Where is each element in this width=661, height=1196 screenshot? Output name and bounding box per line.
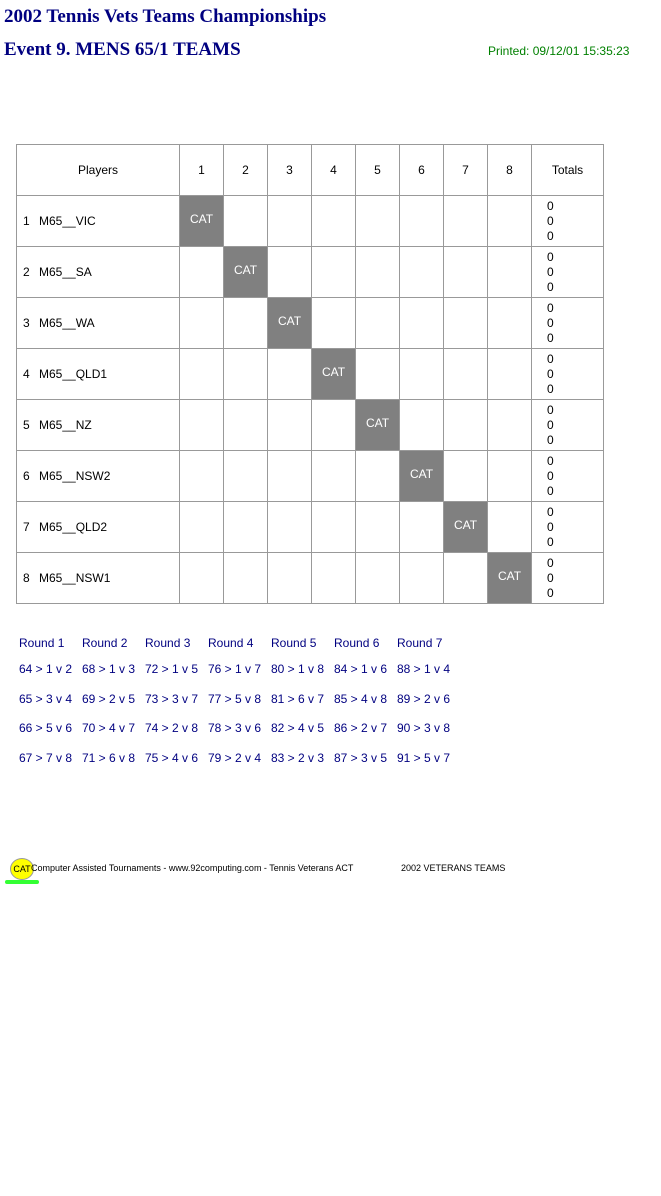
table-row [17, 298, 604, 349]
total-value: 0 [547, 534, 554, 549]
result-cell [356, 349, 400, 400]
result-cell [312, 451, 356, 502]
table-row [17, 502, 604, 553]
round-header: Round 2 [82, 636, 128, 650]
match-entry: 80 > 1 v 8 [271, 662, 325, 676]
table-row [17, 196, 604, 247]
totals-cell [532, 502, 604, 553]
round-robin-table [16, 144, 604, 604]
rounds-row [19, 662, 460, 692]
cat-cell [268, 298, 312, 349]
players-header: Players [17, 145, 180, 196]
totals-cell [532, 349, 604, 400]
column-header-1: 1 [180, 145, 224, 196]
match-entry: 64 > 1 v 2 [19, 662, 73, 676]
match-entry: 71 > 6 v 8 [82, 750, 136, 765]
result-cell [224, 502, 268, 553]
result-cell [312, 553, 356, 604]
cat-label: CAT [409, 467, 434, 481]
result-cell [488, 196, 532, 247]
footer [5, 855, 565, 887]
result-cell [180, 349, 224, 400]
match-entry: 69 > 2 v 5 [82, 691, 136, 706]
player-cell [17, 553, 180, 604]
total-value: 0 [547, 504, 554, 519]
cat-label: CAT [277, 314, 302, 328]
cat-cell [488, 553, 532, 604]
table-row [17, 553, 604, 604]
player-name: M65__NSW2 [39, 469, 111, 483]
logo-underline [5, 880, 39, 884]
match-entry: 73 > 3 v 7 [145, 691, 199, 706]
player-number: 3 [23, 316, 30, 330]
result-cell [312, 196, 356, 247]
player-number: 6 [23, 469, 30, 483]
result-cell [312, 247, 356, 298]
cat-cell [180, 196, 224, 247]
result-cell [268, 502, 312, 553]
match-entry: 68 > 1 v 3 [82, 662, 136, 676]
result-cell [488, 298, 532, 349]
player-number: 7 [23, 520, 30, 534]
cat-cell [356, 400, 400, 451]
cat-cell [400, 451, 444, 502]
round-header: Round 1 [19, 636, 65, 650]
round-header: Round 5 [271, 636, 317, 650]
result-cell [356, 502, 400, 553]
player-cell [17, 400, 180, 451]
match-entry: 84 > 1 v 6 [334, 662, 388, 676]
match-entry: 65 > 3 v 4 [19, 691, 73, 706]
total-value: 0 [547, 279, 554, 294]
player-cell [17, 502, 180, 553]
table-row [17, 349, 604, 400]
result-cell [444, 298, 488, 349]
result-cell [268, 247, 312, 298]
match-entry: 81 > 6 v 7 [271, 691, 325, 706]
cat-label: CAT [321, 365, 346, 379]
result-cell [268, 196, 312, 247]
result-cell [224, 553, 268, 604]
result-cell [268, 400, 312, 451]
totals-cell [532, 298, 604, 349]
total-value: 0 [547, 570, 554, 585]
cat-label: CAT [233, 263, 258, 277]
result-cell [224, 451, 268, 502]
player-name: M65__VIC [39, 214, 96, 228]
totals-cell [532, 400, 604, 451]
total-value: 0 [547, 366, 554, 381]
match-entry: 77 > 5 v 8 [208, 691, 262, 706]
printed-timestamp: Printed: 09/12/01 15:35:23 [488, 44, 630, 58]
result-cell [180, 400, 224, 451]
result-cell [312, 400, 356, 451]
cat-label: CAT [453, 518, 478, 532]
match-entry: 75 > 4 v 6 [145, 750, 199, 765]
result-cell [268, 451, 312, 502]
totals-header: Totals [532, 145, 604, 196]
result-cell [268, 553, 312, 604]
player-cell [17, 349, 180, 400]
result-cell [356, 247, 400, 298]
result-cell [268, 349, 312, 400]
result-cell [488, 400, 532, 451]
result-cell [400, 298, 444, 349]
totals-cell [532, 196, 604, 247]
table-header-row [17, 145, 604, 196]
result-cell [400, 553, 444, 604]
round-header: Round 4 [208, 636, 254, 650]
result-cell [444, 196, 488, 247]
result-cell [400, 196, 444, 247]
total-value: 0 [547, 519, 554, 534]
total-value: 0 [547, 300, 554, 315]
player-number: 8 [23, 571, 30, 585]
total-value: 0 [547, 417, 554, 432]
result-cell [180, 298, 224, 349]
result-cell [400, 247, 444, 298]
player-cell [17, 247, 180, 298]
cat-label: CAT [189, 212, 214, 226]
result-cell [400, 502, 444, 553]
total-value: 0 [547, 213, 554, 228]
total-value: 0 [547, 264, 554, 279]
round-header: Round 6 [334, 636, 380, 650]
total-value: 0 [547, 585, 554, 600]
total-value: 0 [547, 468, 554, 483]
total-value: 0 [547, 330, 554, 345]
total-value: 0 [547, 315, 554, 330]
match-entry: 88 > 1 v 4 [397, 662, 451, 676]
result-cell [356, 196, 400, 247]
table-row [17, 247, 604, 298]
result-cell [400, 349, 444, 400]
player-name: M65__WA [39, 316, 95, 330]
match-entry: 70 > 4 v 7 [82, 721, 136, 735]
player-cell [17, 196, 180, 247]
result-cell [488, 247, 532, 298]
round-header: Round 3 [145, 636, 191, 650]
total-value: 0 [547, 351, 554, 366]
total-value: 0 [547, 453, 554, 468]
match-entry: 79 > 2 v 4 [208, 750, 262, 765]
total-value: 0 [547, 381, 554, 396]
player-name: M65__QLD2 [39, 520, 108, 534]
player-number: 5 [23, 418, 30, 432]
player-name: M65__NSW1 [39, 571, 111, 585]
result-cell [224, 349, 268, 400]
match-entry: 78 > 3 v 6 [208, 721, 262, 735]
match-entry: 85 > 4 v 8 [334, 691, 388, 706]
match-entry: 82 > 4 v 5 [271, 721, 325, 735]
column-header-3: 3 [268, 145, 312, 196]
result-cell [312, 502, 356, 553]
match-entry: 90 > 3 v 8 [397, 721, 451, 735]
column-header-8: 8 [488, 145, 532, 196]
total-value: 0 [547, 249, 554, 264]
match-entry: 86 > 2 v 7 [334, 721, 388, 735]
player-number: 4 [23, 367, 30, 381]
player-name: M65__QLD1 [39, 367, 108, 381]
result-cell [488, 451, 532, 502]
rounds-row [19, 692, 460, 722]
cat-cell [444, 502, 488, 553]
totals-cell [532, 553, 604, 604]
table-row [17, 400, 604, 451]
result-cell [444, 349, 488, 400]
match-entry: 74 > 2 v 8 [145, 721, 199, 735]
player-name: M65__SA [39, 265, 92, 279]
match-entry: 76 > 1 v 7 [208, 662, 262, 676]
result-cell [224, 400, 268, 451]
result-cell [488, 349, 532, 400]
match-entry: 72 > 1 v 5 [145, 662, 199, 676]
cat-cell [312, 349, 356, 400]
result-cell [488, 502, 532, 553]
player-number: 1 [23, 214, 30, 228]
result-cell [180, 247, 224, 298]
player-cell [17, 298, 180, 349]
result-cell [356, 298, 400, 349]
total-value: 0 [547, 198, 554, 213]
rounds-row [19, 751, 460, 781]
totals-cell [532, 451, 604, 502]
result-cell [312, 298, 356, 349]
match-entry: 83 > 2 v 3 [271, 750, 325, 765]
column-header-2: 2 [224, 145, 268, 196]
cat-label: CAT [365, 416, 390, 430]
player-cell [17, 451, 180, 502]
total-value: 0 [547, 483, 554, 498]
result-cell [180, 502, 224, 553]
result-cell [180, 553, 224, 604]
rounds-header-row [19, 636, 460, 662]
footer-credit: Computer Assisted Tournaments - www.92computing.com - Tennis Veterans ACT [31, 863, 354, 873]
result-cell [444, 553, 488, 604]
cat-logo-icon: CAT [10, 858, 34, 880]
rounds-schedule [19, 636, 460, 780]
column-header-4: 4 [312, 145, 356, 196]
match-entry: 89 > 2 v 6 [397, 691, 451, 706]
totals-cell [532, 247, 604, 298]
total-value: 0 [547, 432, 554, 447]
rounds-row [19, 721, 460, 751]
result-cell [224, 298, 268, 349]
result-cell [224, 196, 268, 247]
column-header-7: 7 [444, 145, 488, 196]
player-name: M65__NZ [39, 418, 92, 432]
result-cell [400, 400, 444, 451]
result-cell [444, 247, 488, 298]
total-value: 0 [547, 228, 554, 243]
result-cell [444, 451, 488, 502]
total-value: 0 [547, 555, 554, 570]
event-title: Event 9. MENS 65/1 TEAMS [4, 39, 241, 60]
result-cell [356, 553, 400, 604]
match-entry: 66 > 5 v 6 [19, 721, 73, 735]
match-entry: 91 > 5 v 7 [397, 750, 451, 765]
footer-event-name: 2002 VETERANS TEAMS [401, 863, 506, 873]
match-entry: 87 > 3 v 5 [334, 750, 388, 765]
column-header-5: 5 [356, 145, 400, 196]
player-number: 2 [23, 265, 30, 279]
cat-cell [224, 247, 268, 298]
result-cell [444, 400, 488, 451]
column-header-6: 6 [400, 145, 444, 196]
result-cell [356, 451, 400, 502]
table-row [17, 451, 604, 502]
result-cell [180, 451, 224, 502]
cat-label: CAT [497, 569, 522, 583]
match-entry: 67 > 7 v 8 [19, 750, 73, 765]
round-header: Round 7 [397, 636, 443, 650]
total-value: 0 [547, 402, 554, 417]
page-title: 2002 Tennis Vets Teams Championships [4, 6, 327, 27]
